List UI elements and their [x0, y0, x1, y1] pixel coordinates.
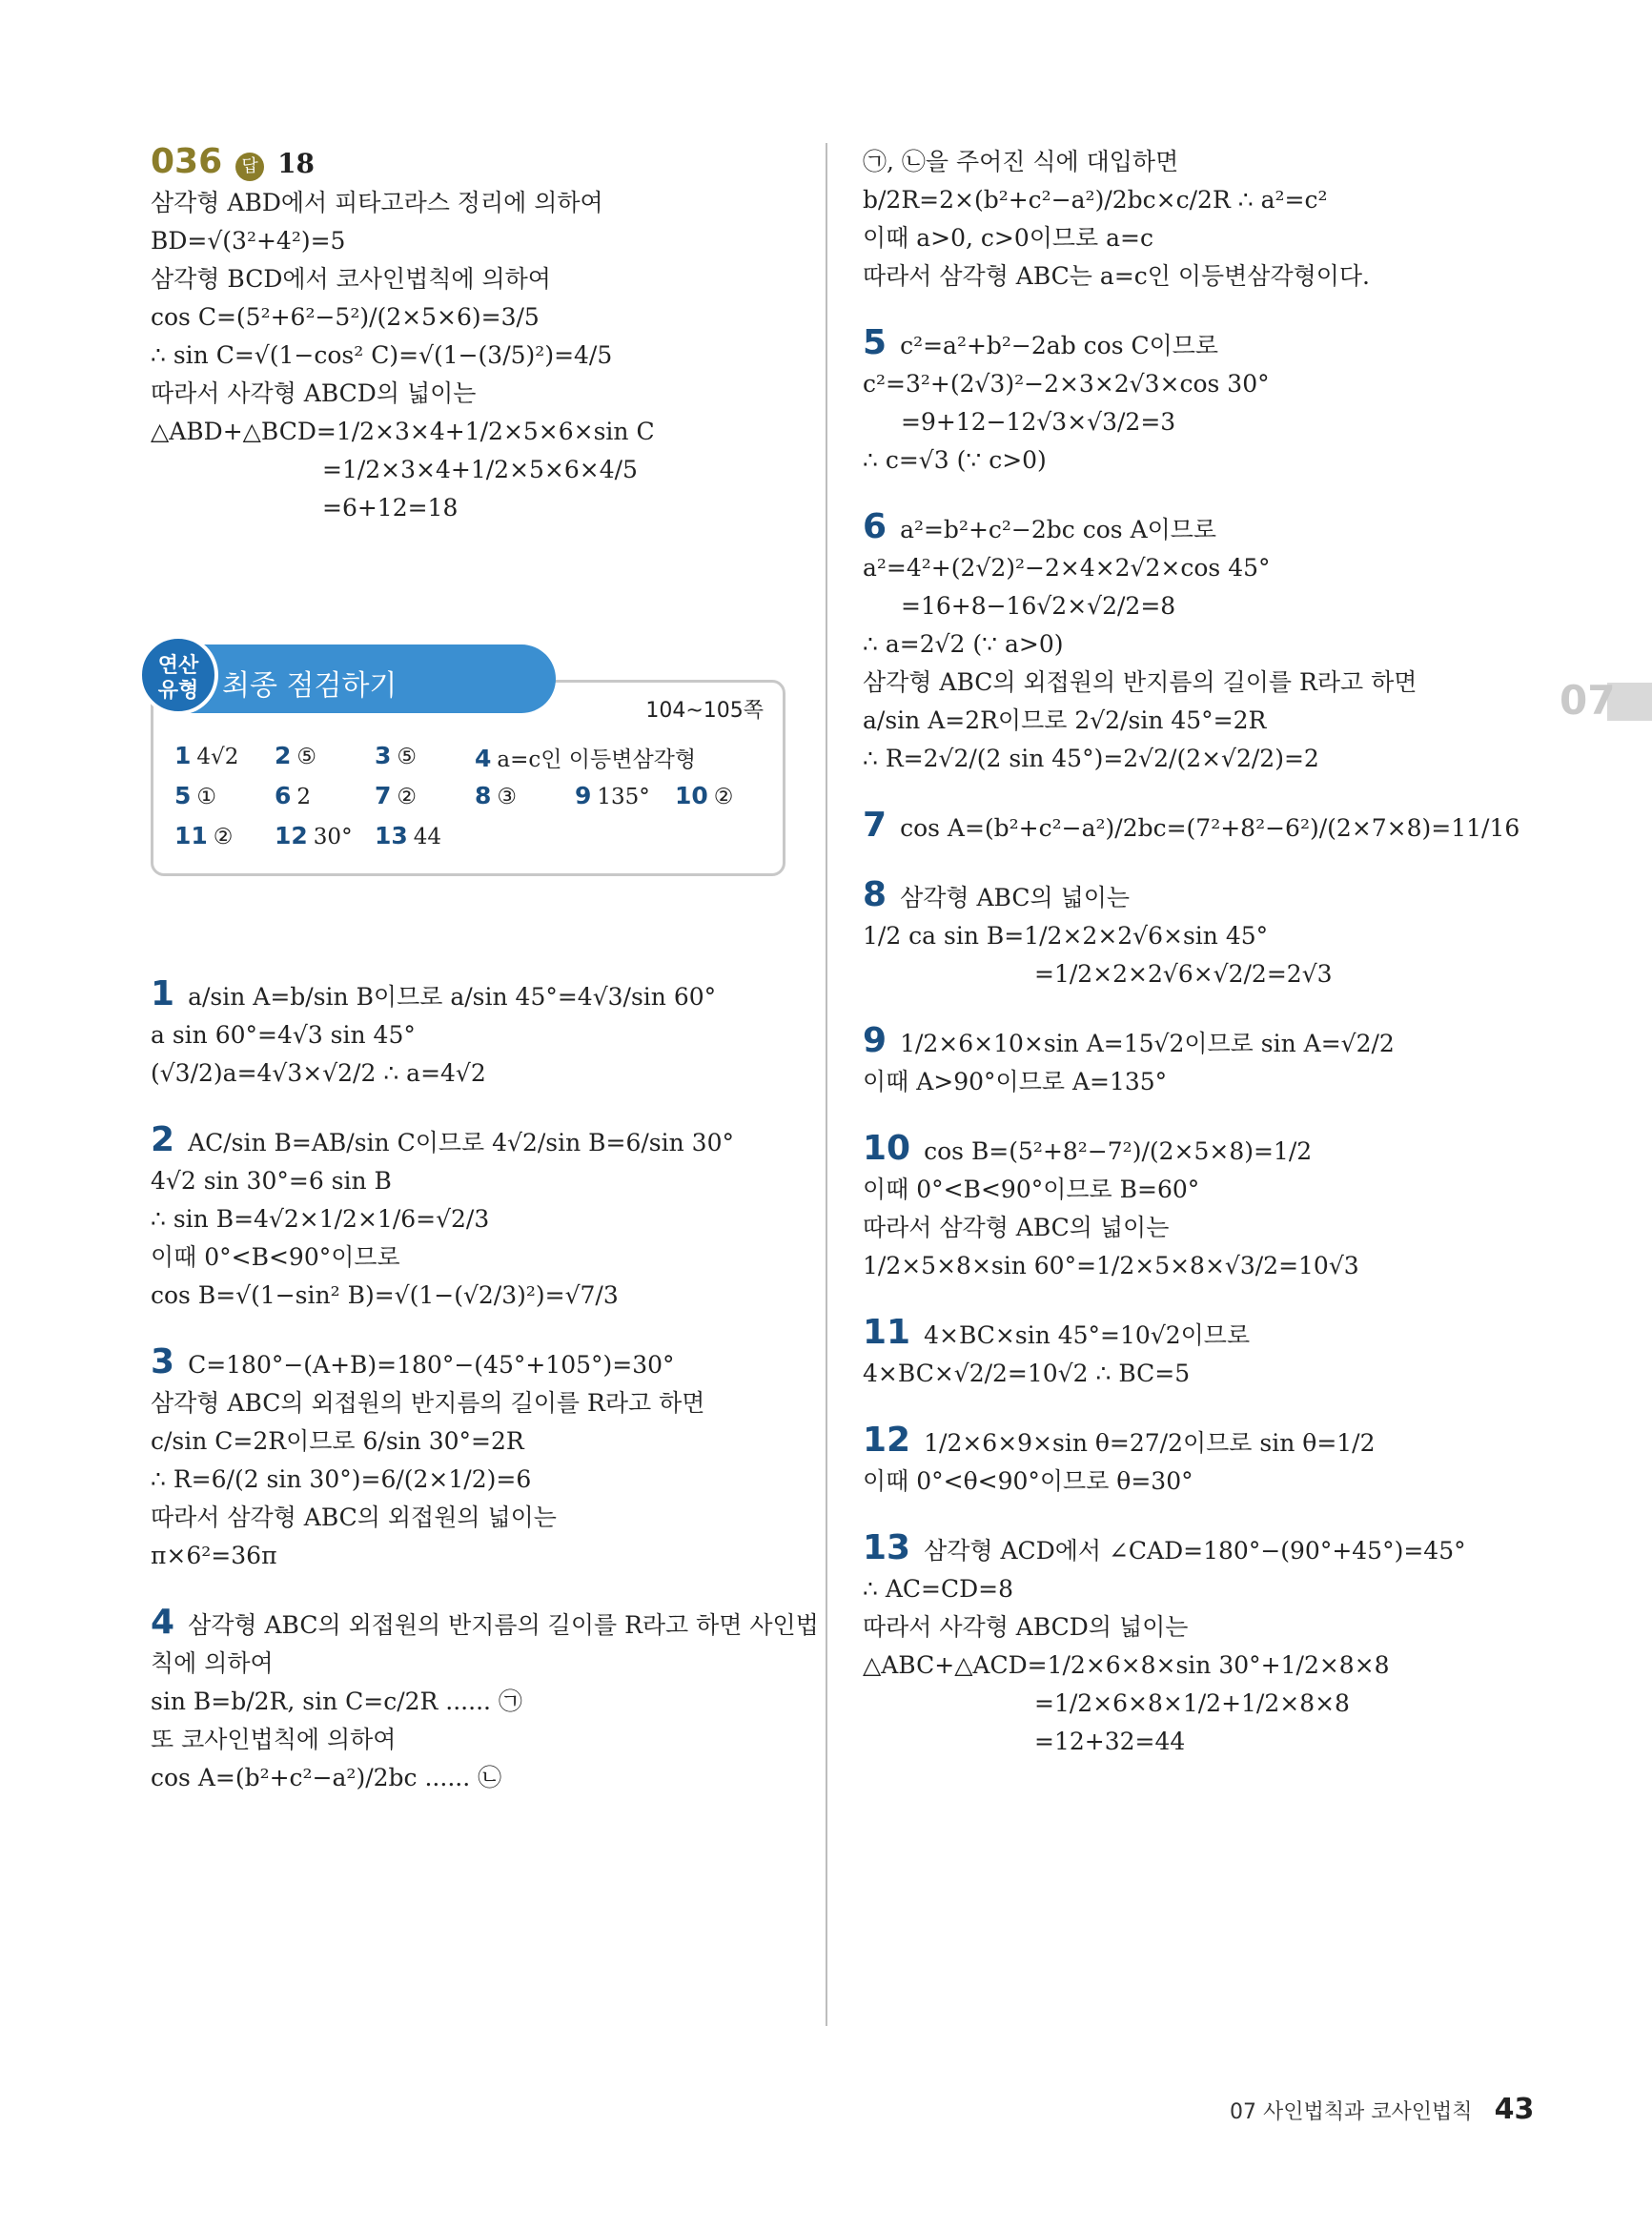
answer-item: 5 ①	[174, 782, 217, 809]
solution-line: a sin 60°=4√3 sin 45°	[151, 1021, 416, 1049]
solution-line: a/sin A=b/sin B이므로 a/sin 45°=4√3/sin 60°	[188, 983, 717, 1011]
column-divider	[826, 143, 827, 2026]
solution-line: ∴ R=2√2/(2 sin 45°)=2√2/(2×√2/2)=2	[863, 745, 1319, 772]
answer-item: 10 ②	[675, 782, 734, 809]
solution-line: ∴ sin B=4√2×1/2×1/6=√2/3	[151, 1205, 490, 1233]
solution-number: 7	[863, 806, 887, 845]
left-column	[151, 142, 819, 1797]
answer-item: 11 ②	[174, 822, 234, 849]
solution-line: 4×BC×sin 45°=10√2이므로	[924, 1321, 1251, 1349]
solution-4	[151, 1603, 819, 1797]
solution-11	[863, 1314, 1473, 1393]
solution-line: 이때 A>90°이므로 A=135°	[863, 1068, 1168, 1095]
solution-line: sin B=b/2R, sin C=c/2R ...... ㉠	[151, 1688, 522, 1715]
solution-line: =9+12−12√3×√3/2=3	[901, 408, 1176, 436]
answer-item: 9 135°	[575, 782, 650, 809]
solution-9	[863, 1022, 1473, 1101]
solution-number: 8	[863, 875, 887, 914]
solution-number: 3	[151, 1342, 175, 1381]
solution-line: =6+12=18	[322, 494, 459, 522]
solution-line: 따라서 사각형 ABCD의 넓이는	[151, 379, 477, 407]
answer-item: 4 a=c인 이등변삼각형	[475, 745, 697, 772]
solution-line: b/2R=2×(b²+c²−a²)/2bc×c/2R ∴ a²=c²	[863, 186, 1328, 214]
solution-line: 따라서 사각형 ABCD의 넓이는	[863, 1613, 1189, 1641]
solution-number: 5	[863, 323, 887, 362]
solution-7	[863, 806, 1520, 848]
solution-number: 4	[151, 1603, 175, 1642]
solution-line: AC/sin B=AB/sin C이므로 4√2/sin B=6/sin 30°	[188, 1129, 734, 1156]
answer-item: 12 30°	[275, 822, 353, 849]
solution-line: ㉠, ㉡을 주어진 식에 대입하면	[863, 148, 1179, 175]
right-column	[863, 143, 1520, 1761]
solution-line: cos B=√(1−sin² B)=√(1−(√2/3)²)=√7/3	[151, 1281, 619, 1309]
solution-5	[863, 324, 1473, 480]
solution-number: 13	[863, 1528, 911, 1567]
solution-line: c/sin C=2R이므로 6/sin 30°=2R	[151, 1427, 524, 1455]
solution-036-header	[151, 143, 789, 184]
solution-number: 12	[863, 1421, 911, 1460]
solution-8	[863, 876, 1473, 993]
solution-line: c²=a²+b²−2ab cos C이므로	[900, 332, 1219, 359]
answer-item: 13 44	[375, 822, 442, 849]
type-badge	[138, 635, 218, 715]
solution-line: 칙에 의하여	[151, 1649, 274, 1677]
solution-line: ∴ a=2√2 (∵ a>0)	[863, 630, 1064, 658]
solution-line: =1/2×6×8×1/2+1/2×8×8	[1034, 1689, 1350, 1717]
solution-line: c²=3²+(2√3)²−2×3×2√3×cos 30°	[863, 370, 1270, 398]
solution-number: 6	[863, 507, 887, 546]
solution-line: 이때 a>0, c>0이므로 a=c	[863, 224, 1154, 252]
solution-line: ∴ R=6/(2 sin 30°)=6/(2×1/2)=6	[151, 1465, 532, 1493]
solution-line: 삼각형 ABC의 넓이는	[900, 884, 1131, 911]
solution-number: 10	[863, 1129, 911, 1168]
solution-1	[151, 975, 789, 1093]
solution-line: a/sin A=2R이므로 2√2/sin 45°=2R	[863, 706, 1267, 734]
solution-line: 삼각형 BCD에서 코사인법칙에 의하여	[151, 265, 551, 293]
solution-line: 삼각형 ABC의 외접원의 반지름의 길이를 R라고 하면	[151, 1389, 705, 1417]
page-number: 43	[1494, 2093, 1535, 2126]
answer-box-wrap	[151, 527, 789, 975]
solution-line: 따라서 삼각형 ABC는 a=c인 이등변삼각형이다.	[863, 262, 1371, 290]
answer-item: 8 ③	[475, 782, 518, 809]
solution-line: 1/2×5×8×sin 60°=1/2×5×8×√3/2=10√3	[863, 1252, 1359, 1279]
box-title: 최종 점검하기	[222, 669, 398, 703]
solution-line: cos C=(5²+6²−5²)/(2×5×6)=3/5	[151, 303, 540, 331]
solution-line: ∴ c=√3 (∵ c>0)	[863, 446, 1047, 474]
answer-value: 18	[277, 148, 316, 179]
answer-badge: 답	[235, 153, 264, 181]
solution-line: a²=b²+c²−2bc cos A이므로	[900, 516, 1217, 543]
answer-item: 7 ②	[375, 782, 418, 809]
solution-number: 9	[863, 1021, 887, 1060]
solution-line: BD=√(3²+4²)=5	[151, 227, 346, 255]
solution-line: =1/2×2×2√6×√2/2=2√3	[1034, 960, 1333, 988]
solution-4-continued	[863, 143, 1473, 296]
solution-13	[863, 1529, 1473, 1761]
box-page-range: 104~105쪽	[645, 699, 764, 723]
solution-line: △ABC+△ACD=1/2×6×8×sin 30°+1/2×8×8	[863, 1651, 1390, 1679]
answer-item: 2 ⑤	[275, 742, 317, 769]
page-footer	[1230, 2093, 1535, 2126]
solution-10	[863, 1130, 1473, 1285]
solution-line: 또 코사인법칙에 의하여	[151, 1726, 397, 1753]
solution-line: ∴ sin C=√(1−cos² C)=√(1−(3/5)²)=4/5	[151, 341, 613, 369]
solution-line: 이때 0°<B<90°이므로	[151, 1243, 400, 1271]
solution-line: 따라서 삼각형 ABC의 넓이는	[863, 1214, 1170, 1241]
solution-number: 2	[151, 1120, 175, 1159]
solution-line: 삼각형 ABC의 외접원의 반지름의 길이를 R라고 하면 사인법	[188, 1611, 819, 1639]
solution-2	[151, 1121, 789, 1315]
solution-line: 따라서 삼각형 ABC의 외접원의 넓이는	[151, 1504, 557, 1531]
answer-item: 3 ⑤	[375, 742, 418, 769]
solution-line: =16+8−16√2×√2/2=8	[901, 592, 1176, 620]
solution-line: 삼각형 ABD에서 피타고라스 정리에 의하여	[151, 189, 603, 216]
solution-line: C=180°−(A+B)=180°−(45°+105°)=30°	[188, 1351, 675, 1379]
answer-item: 6 2	[275, 782, 312, 809]
solution-line: =1/2×3×4+1/2×5×6×4/5	[322, 456, 638, 483]
solution-line: 이때 0°<B<90°이므로 B=60°	[863, 1176, 1200, 1203]
chapter-side-tab	[1560, 679, 1645, 723]
chapter-side-tab-label: 07	[1560, 677, 1616, 724]
solution-line: 이때 0°<θ<90°이므로 θ=30°	[863, 1467, 1193, 1495]
solution-036	[151, 143, 789, 527]
solution-line: a²=4²+(2√2)²−2×4×2√2×cos 45°	[863, 554, 1271, 582]
solution-line: 삼각형 ACD에서 ∠CAD=180°−(90°+45°)=45°	[924, 1537, 1466, 1565]
solution-line: 1/2 ca sin B=1/2×2×2√6×sin 45°	[863, 922, 1269, 950]
solution-line: 4×BC×√2/2=10√2 ∴ BC=5	[863, 1360, 1191, 1387]
solution-6	[863, 508, 1473, 778]
footer-chapter-title: 07 사인법칙과 코사인법칙	[1230, 2100, 1473, 2124]
final-check-answer-box	[151, 654, 785, 876]
solution-line: cos A=(b²+c²−a²)/2bc ...... ㉡	[151, 1764, 502, 1791]
solution-line: 1/2×6×9×sin θ=27/2이므로 sin θ=1/2	[924, 1429, 1376, 1457]
solution-line: ∴ AC=CD=8	[863, 1575, 1014, 1603]
solution-line: cos A=(b²+c²−a²)/2bc=(7²+8²−6²)/(2×7×8)=11/16	[900, 814, 1520, 842]
problem-number: 036	[151, 142, 223, 181]
solution-line: 1/2×6×10×sin A=15√2이므로 sin A=√2/2	[900, 1030, 1395, 1057]
type-badge-line2: 유형	[157, 679, 199, 703]
solution-number: 11	[863, 1313, 911, 1352]
solution-12	[863, 1422, 1473, 1501]
solution-line: (√3/2)a=4√3×√2/2 ∴ a=4√2	[151, 1059, 486, 1087]
solution-line: cos B=(5²+8²−7²)/(2×5×8)=1/2	[924, 1137, 1313, 1165]
solution-line: △ABD+△BCD=1/2×3×4+1/2×5×6×sin C	[151, 418, 655, 445]
solution-line: π×6²=36π	[151, 1542, 277, 1569]
solution-line: =12+32=44	[1034, 1728, 1186, 1755]
solution-3	[151, 1343, 789, 1575]
type-badge-line1: 연산	[157, 654, 199, 678]
solution-line: 4√2 sin 30°=6 sin B	[151, 1167, 392, 1195]
answer-item: 1 4√2	[174, 742, 239, 769]
solution-number: 1	[151, 974, 175, 1013]
solution-line: 삼각형 ABC의 외접원의 반지름의 길이를 R라고 하면	[863, 668, 1417, 696]
